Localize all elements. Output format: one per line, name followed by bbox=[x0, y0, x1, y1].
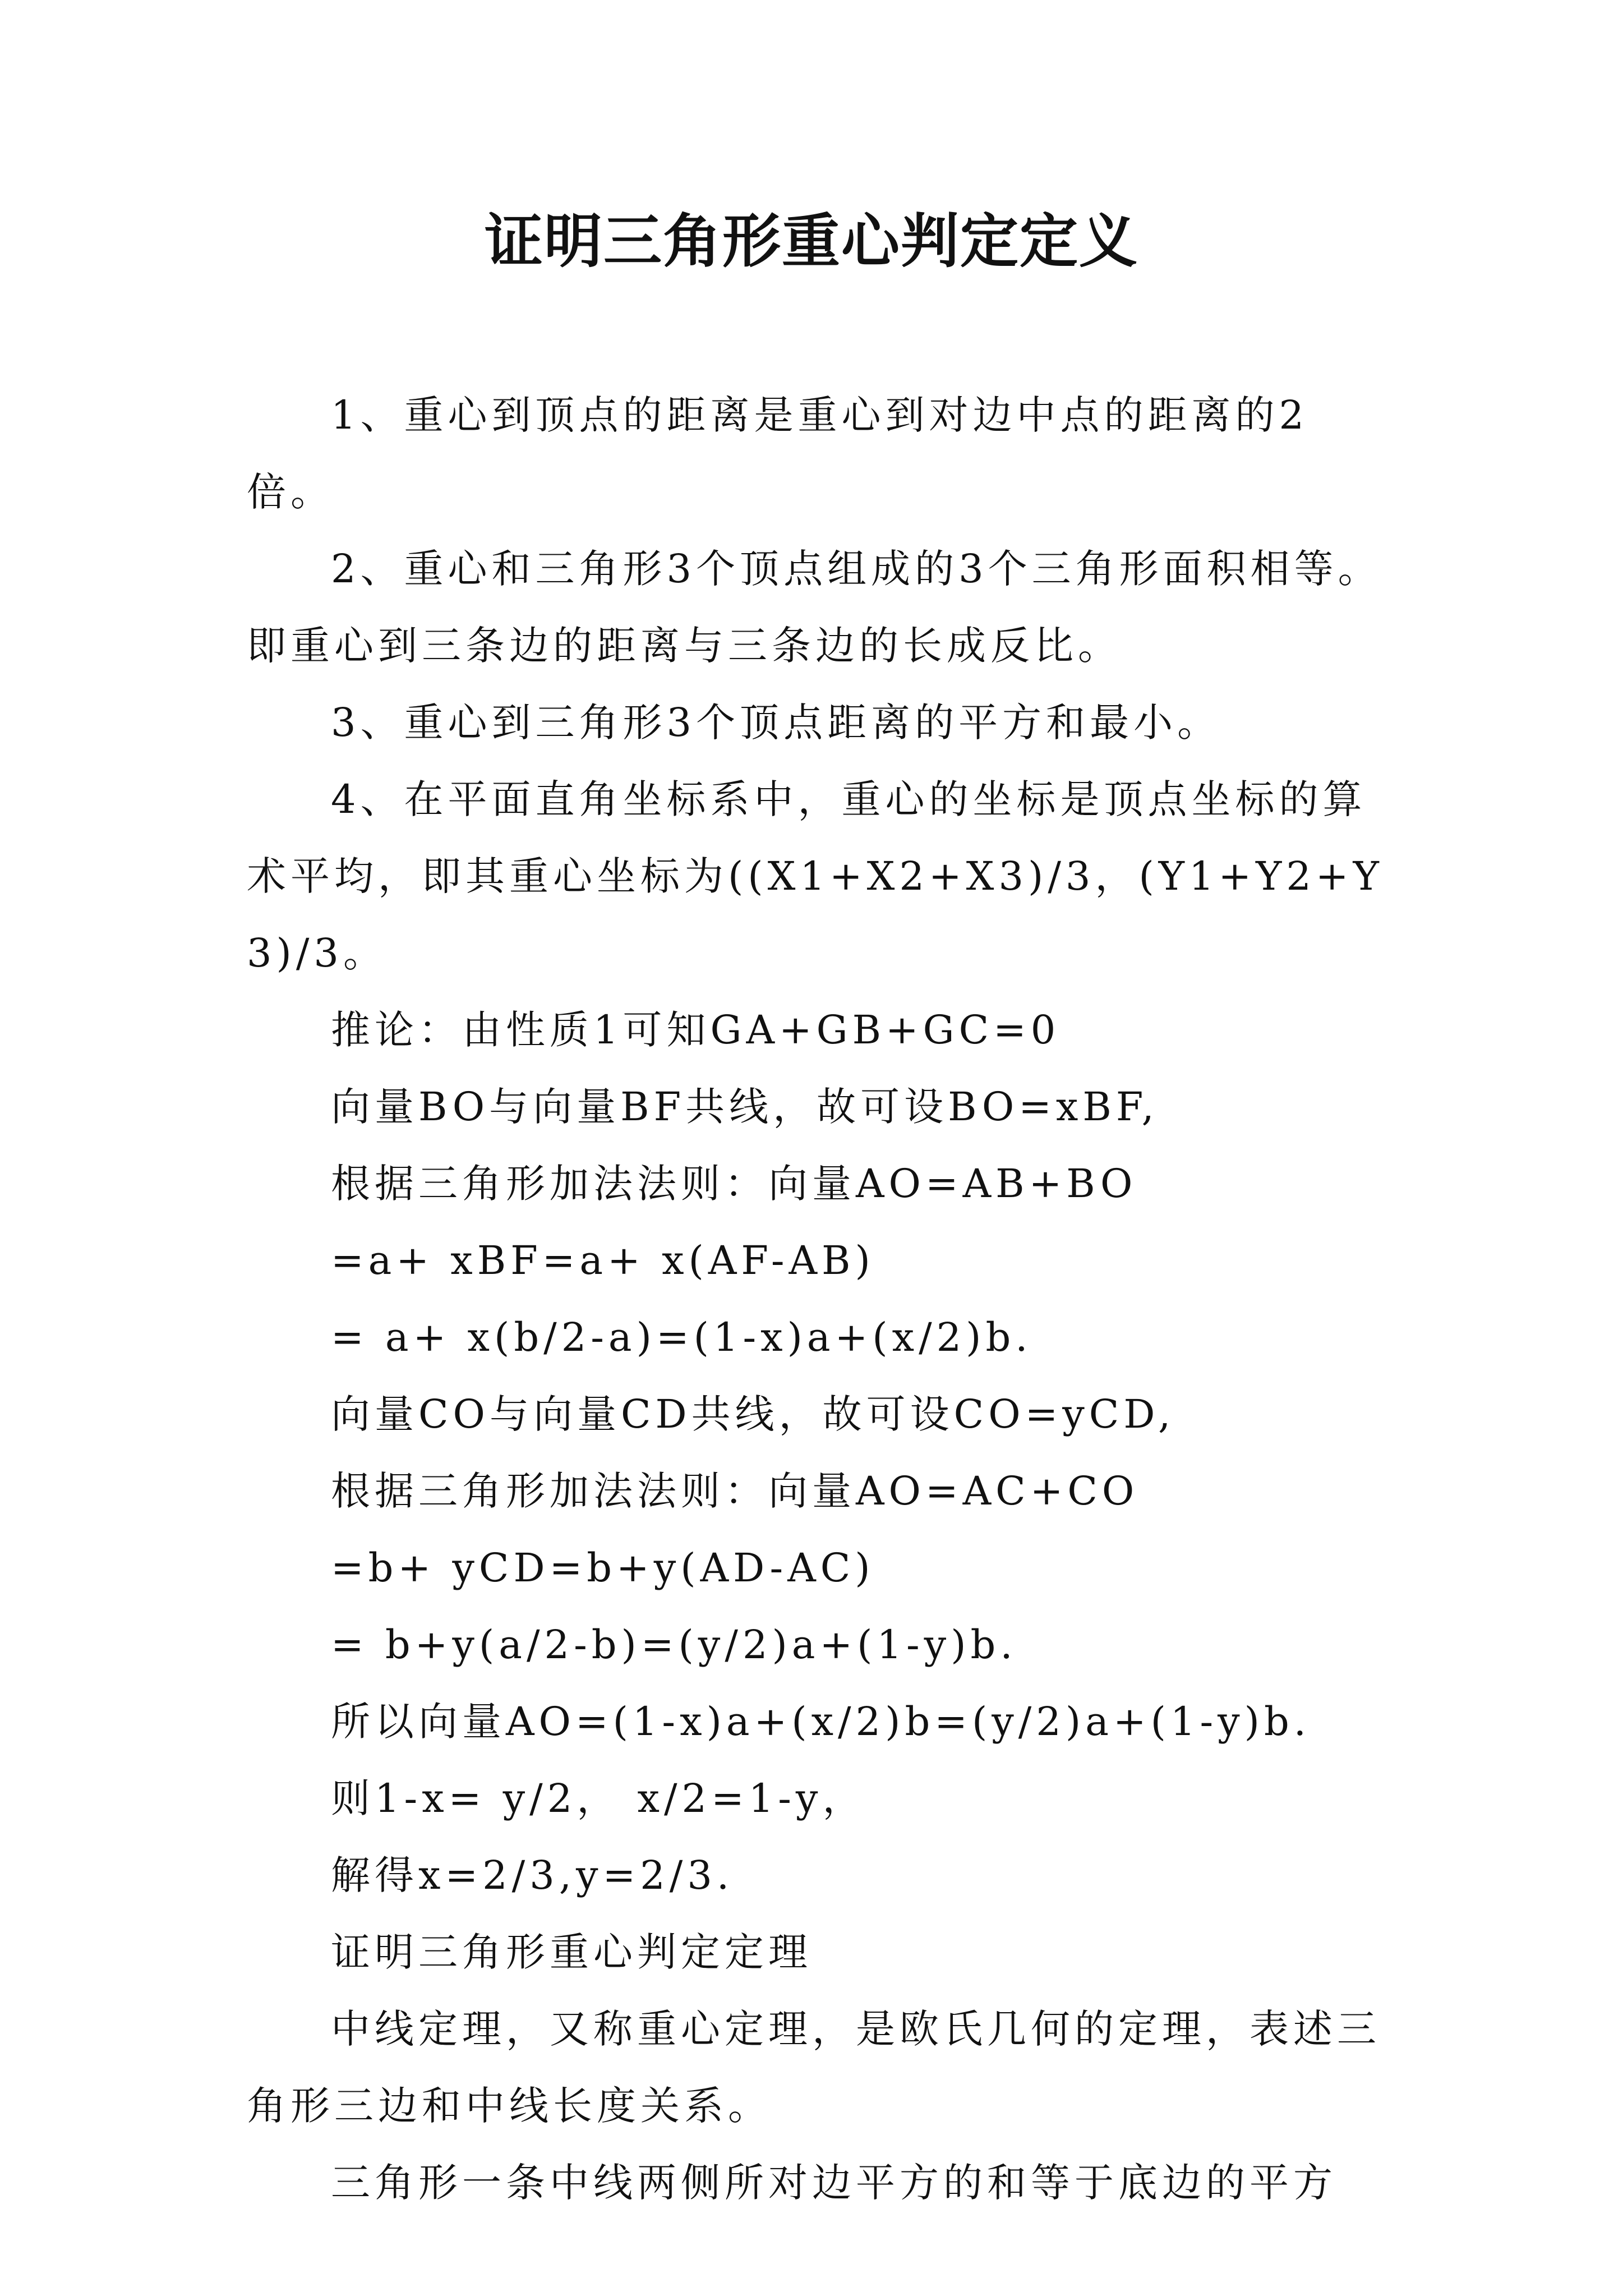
paragraph-proof-line: =b+ yCD=b+y(AD-AC) bbox=[331, 1545, 875, 1591]
paragraph-proof-line: =a+ xBF=a+ x(AF-AB) bbox=[331, 1237, 875, 1283]
paragraph-proof-line: 向量BO与向量BF共线，故可设BO=xBF, bbox=[331, 1084, 1159, 1130]
paragraph-proof-line: = b+y(a/2-b)=(y/2)a+(1-y)b. bbox=[331, 1622, 1017, 1668]
paragraph-property-1: 1、重心到顶点的距离是重心到对边中点的距离的2倍。 bbox=[247, 392, 1309, 515]
paragraph-proof-line: 所以向量AO=(1-x)a+(x/2)b=(y/2)a+(1-y)b. bbox=[331, 1699, 1311, 1745]
paragraph-proof-line: 则1-x= y/2， x/2=1-y， bbox=[331, 1775, 866, 1821]
document-title: 证明三角形重心判定定义 bbox=[484, 206, 1138, 275]
paragraph-proof-line: 根据三角形加法法则：向量AO=AB+BO bbox=[331, 1161, 1137, 1207]
paragraph-median-theorem-statement: 三角形一条中线两侧所对边平方的和等于底边的平方 bbox=[331, 2160, 1337, 2206]
paragraph-proof-line: 解得x=2/3,y=2/3. bbox=[331, 1852, 734, 1898]
paragraph-proof-line: 向量CO与向量CD共线，故可设CO=yCD, bbox=[331, 1391, 1175, 1437]
paragraph-property-3: 3、重心到三角形3个顶点距离的平方和最小。 bbox=[331, 700, 1221, 746]
paragraph-proof-line: = a+ x(b/2-a)=(1-x)a+(x/2)b. bbox=[331, 1314, 1032, 1360]
paragraph-subheading: 证明三角形重心判定定理 bbox=[331, 1929, 812, 1975]
paragraph-property-2: 2、重心和三角形3个顶点组成的3个三角形面积相等。即重心到三条边的距离与三条边的长成反比。 bbox=[247, 546, 1382, 669]
paragraph-proof-line: 根据三角形加法法则：向量AO=AC+CO bbox=[331, 1468, 1139, 1514]
paragraph-property-4: 4、在平面直角坐标系中，重心的坐标是顶点坐标的算术平均，即其重心坐标为((X1+X2+X3)/3，(Y1+Y2+Y3)/3。 bbox=[247, 776, 1384, 976]
paragraph-median-theorem: 中线定理，又称重心定理，是欧氏几何的定理，表述三角形三边和中线长度关系。 bbox=[247, 2006, 1381, 2129]
document-body bbox=[247, 377, 1391, 2221]
paragraph-corollary: 推论：由性质1可知GA+GB+GC=0 bbox=[331, 1007, 1061, 1053]
